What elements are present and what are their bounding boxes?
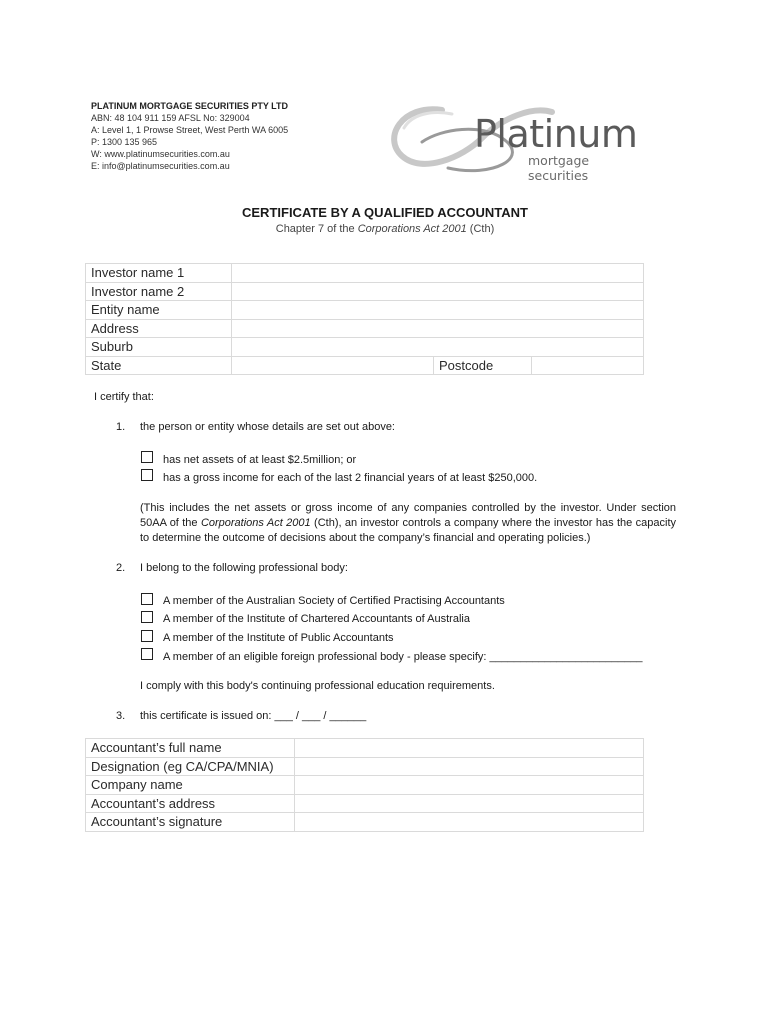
- suburb-field[interactable]: [232, 338, 644, 357]
- accountant-name-field[interactable]: [295, 739, 644, 758]
- company-name-label: Company name: [86, 776, 295, 795]
- investor-name-1-field[interactable]: [232, 264, 644, 283]
- company-phone: P: 1300 135 965: [91, 137, 158, 147]
- table-row: [86, 813, 644, 832]
- cpa-option: A member of the Australian Society of Certified Practising Accountants: [163, 595, 505, 607]
- comply-text: I comply with this body's continuing professional education requirements.: [140, 680, 495, 692]
- company-name: PLATINUM MORTGAGE SECURITIES PTY LTD: [91, 101, 289, 111]
- company-address: A: Level 1, 1 Prowse Street, West Perth WA 6005: [91, 125, 289, 135]
- table-row: [86, 794, 644, 813]
- table-row: [86, 319, 644, 338]
- item-1-text: the person or entity whose details are set out above:: [140, 421, 395, 433]
- logo-subtitle: mortgage securities: [528, 153, 590, 183]
- postcode-field[interactable]: [532, 356, 644, 375]
- gross-income-option: has a gross income for each of the last 2 financial years of at least $250,000.: [163, 472, 538, 484]
- control-note: [140, 501, 676, 546]
- item-3-number: 3.: [116, 710, 126, 722]
- item-2-text: I belong to the following professional body:: [140, 562, 348, 574]
- net-assets-checkbox[interactable]: [141, 451, 153, 463]
- accountant-address-field[interactable]: [295, 794, 644, 813]
- accountant-signature-label: Accountant’s signature: [86, 813, 295, 832]
- company-name-field[interactable]: [295, 776, 644, 795]
- table-row: [86, 264, 644, 283]
- designation-label: Designation (eg CA/CPA/MNIA): [86, 757, 295, 776]
- investor-name-1-label: Investor name 1: [86, 264, 232, 283]
- investor-name-2-field[interactable]: [232, 282, 644, 301]
- table-row: [86, 301, 644, 320]
- ica-checkbox[interactable]: [141, 611, 153, 623]
- page-subtitle: [0, 223, 770, 235]
- net-assets-option: has net assets of at least $2.5million; or: [163, 454, 357, 466]
- company-email: E: info@platinumsecurities.com.au: [91, 161, 230, 171]
- accountant-details-table: [85, 738, 644, 832]
- company-abn: ABN: 48 104 911 159 AFSL No: 329004: [91, 113, 250, 123]
- item-2-number: 2.: [116, 562, 126, 574]
- investor-details-table: [85, 263, 644, 375]
- item-1-number: 1.: [116, 421, 126, 433]
- investor-name-2-label: Investor name 2: [86, 282, 232, 301]
- address-label: Address: [86, 319, 232, 338]
- page-title: CERTIFICATE BY A QUALIFIED ACCOUNTANT: [242, 205, 528, 220]
- certify-text: I certify that:: [94, 391, 154, 403]
- ica-option: A member of the Institute of Chartered Accountants of Australia: [163, 613, 470, 625]
- platinum-logo: [382, 98, 652, 182]
- gross-income-checkbox[interactable]: [141, 469, 153, 481]
- postcode-label: Postcode: [434, 356, 532, 375]
- accountant-name-label: Accountant’s full name: [86, 739, 295, 758]
- table-row: [86, 338, 644, 357]
- designation-field[interactable]: [295, 757, 644, 776]
- note-act: Corporations Act 2001: [200, 517, 311, 529]
- address-field[interactable]: [232, 319, 644, 338]
- foreign-body-option: A member of an eligible foreign professional body - please specify: _________________________: [163, 651, 643, 663]
- table-row: [86, 776, 644, 795]
- table-row: [86, 282, 644, 301]
- suburb-label: Suburb: [86, 338, 232, 357]
- entity-name-field[interactable]: [232, 301, 644, 320]
- cpa-checkbox[interactable]: [141, 593, 153, 605]
- ipa-checkbox[interactable]: [141, 630, 153, 642]
- logo-word: Platinum: [474, 112, 638, 156]
- company-details: [91, 100, 288, 172]
- table-row: [86, 739, 644, 758]
- state-label: State: [86, 356, 232, 375]
- subtitle-prefix: Chapter 7 of the: [275, 223, 358, 235]
- state-field[interactable]: [232, 356, 434, 375]
- table-row: [86, 757, 644, 776]
- foreign-body-checkbox[interactable]: [141, 648, 153, 660]
- company-web: W: www.platinumsecurities.com.au: [91, 149, 230, 159]
- table-row: [86, 356, 644, 375]
- accountant-address-label: Accountant’s address: [86, 794, 295, 813]
- entity-name-label: Entity name: [86, 301, 232, 320]
- note-part-1: (This includes the net assets or gross income of any companies controlled by the investor. Under section 50AA of the: [140, 502, 676, 529]
- accountant-signature-field[interactable]: [295, 813, 644, 832]
- subtitle-act: Corporations Act 2001: [357, 223, 467, 235]
- item-3-text: this certificate is issued on: ___ / ___ / ______: [140, 710, 367, 722]
- note-part-2: (Cth), an investor controls a company where the investor has the capacity to determine the outcome of decisions about the company’s financial and operating policies.): [140, 517, 677, 544]
- ipa-option: A member of the Institute of Public Accountants: [163, 632, 394, 644]
- subtitle-suffix: (Cth): [466, 223, 495, 235]
